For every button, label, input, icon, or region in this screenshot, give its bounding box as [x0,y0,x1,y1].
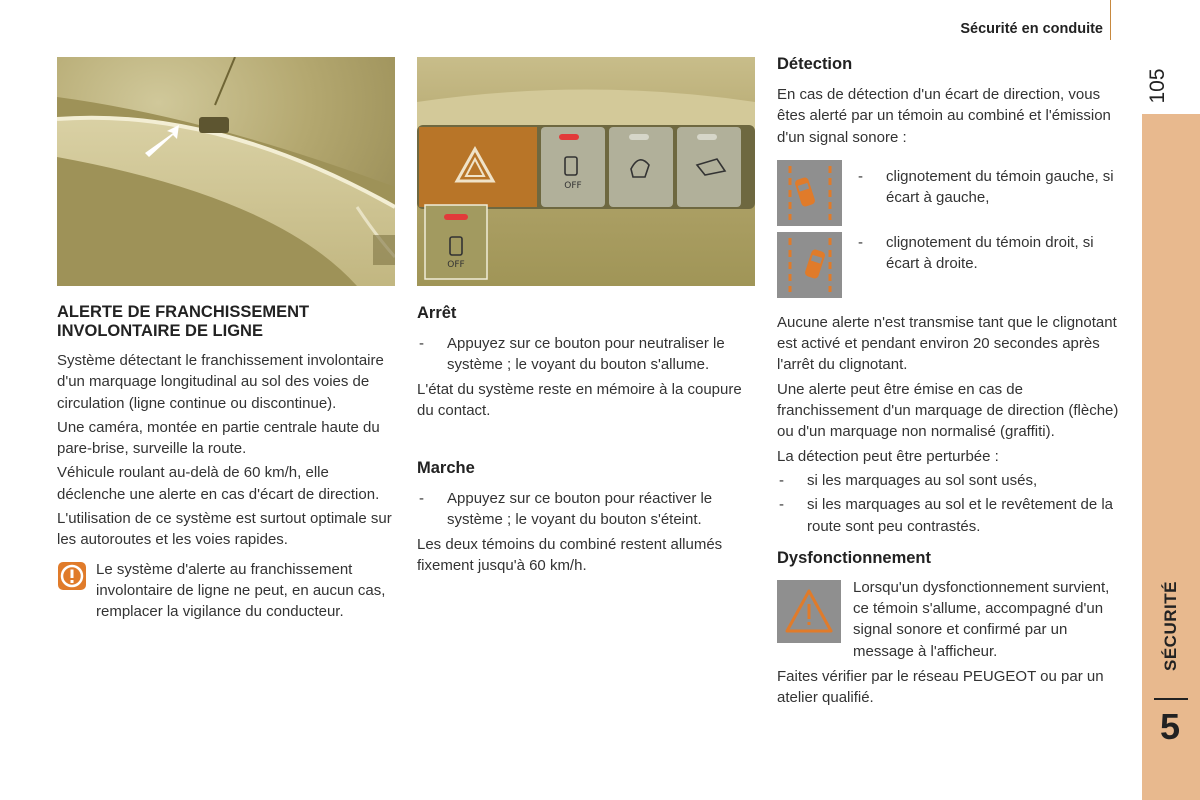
list-item-text: si les marquages au sol et le revêtement de la route sont peu contrastés. [807,496,1113,535]
zoom-button-off-label: OFF [447,260,465,270]
button-off-label: OFF [564,181,582,191]
right-warning-row: - clignotement du témoin droit, si écart à droite. [777,232,1122,298]
paragraph: Les deux témoins du combiné restent allumés fixement jusqu'à 60 km/h. [417,535,723,575]
list-item: - si les marquages au sol sont usés, [777,470,1122,491]
chapter-number: 5 [1159,706,1181,747]
section-title: Sécurité en conduite [960,21,1103,37]
paragraph: Faites vérifier par le réseau PEUGEOT ou par un atelier qualifié. [777,668,1104,707]
section-heading: ALERTE DE FRANCHISSEMENT INVOLONTAIRE DE LIGNE [57,303,310,340]
paragraph: L'utilisation de ce système est surtout optimale sur les autoroutes et les voies rapides. [57,510,392,549]
malfunction-block [777,577,1122,662]
paragraph: Véhicule roulant au-delà de 60 km/h, elle déclenche une alerte en cas d'écart de direction. [57,464,380,503]
paragraph: Une alerte peut être émise en cas de franchissement d'un marquage de direction (flèche) ou d'un marquage non normalisé (graffiti). [777,380,1119,441]
warning-triangle-icon [777,580,841,643]
malfunction-text: Lorsqu'un dysfonctionnement survient, ce témoin s'allume, accompagné d'un signal sonore et confirmé par un message à l'afficheur. [853,578,1110,660]
paragraph: Aucune alerte n'est transmise tant que le clignotant est activé et pendant environ 20 secondes après l'arrêt du clignotant. [777,313,1117,374]
column-lane-departure-intro [57,303,395,623]
paragraph: En cas de détection d'un écart de direction, vous êtes alerté par un témoin au combiné et l'émission d'un signal sonore : [777,86,1111,146]
heading-arret: Arrêt [417,304,457,322]
warning-note [57,559,395,623]
header-rule [1110,0,1111,40]
list-item-text: clignotement du témoin gauche, si écart à gauche, [886,167,1114,207]
windscreen-camera-photo [57,57,395,286]
heading-marche: Marche [417,459,475,478]
chapter-tab-label: SÉCURITÉ [1161,581,1180,671]
paragraph: Une caméra, montée en partie centrale haute du pare-brise, surveille la route. [57,418,380,458]
list-item-text: clignotement du témoin droit, si écart à droite. [886,233,1094,273]
list-item-text: Appuyez sur ce bouton pour réactiver le système ; le voyant du bouton s'éteint. [447,490,713,529]
chapter-tab-rule [1154,698,1188,700]
heading-dysfonctionnement: Dysfonctionnement [777,548,932,567]
paragraph: L'état du système reste en mémoire à la coupure du contact. [417,380,742,419]
column-on-off [417,303,757,579]
list-item-text: Appuyez sur ce bouton pour neutraliser le système ; le voyant du bouton s'allume. [447,335,725,374]
left-warning-row: - clignotement du témoin gauche, si écart à gauche, [777,160,1122,226]
paragraph: Système détectant le franchissement involontaire d'un marquage longitudinal au sol des voies de circulation (ligne continue ou discontinue). [57,352,384,412]
column-detection [777,54,1122,712]
warning-exclamation-icon [57,561,87,591]
warning-text: Le système d'alerte au franchissement involontaire de ligne ne peut, en aucun cas, remplacer la vigilance du conducteur. [96,560,386,621]
heading-detection: Détection [777,55,853,73]
paragraph: La détection peut être perturbée : [777,447,999,465]
lane-departure-right-icon [777,232,842,298]
list-item: - si les marquages au sol et le revêtement de la route sont peu contrastés. [777,494,1122,537]
dashboard-buttons-photo [417,57,755,286]
page-number: 105 [1146,68,1169,104]
list-item-text: si les marquages au sol sont usés, [807,471,1038,489]
list-item: - Appuyez sur ce bouton pour neutraliser le système ; le voyant du bouton s'allume. [417,333,757,376]
lane-departure-left-icon [777,160,842,226]
list-item: - Appuyez sur ce bouton pour réactiver le système ; le voyant du bouton s'éteint. [417,488,757,531]
